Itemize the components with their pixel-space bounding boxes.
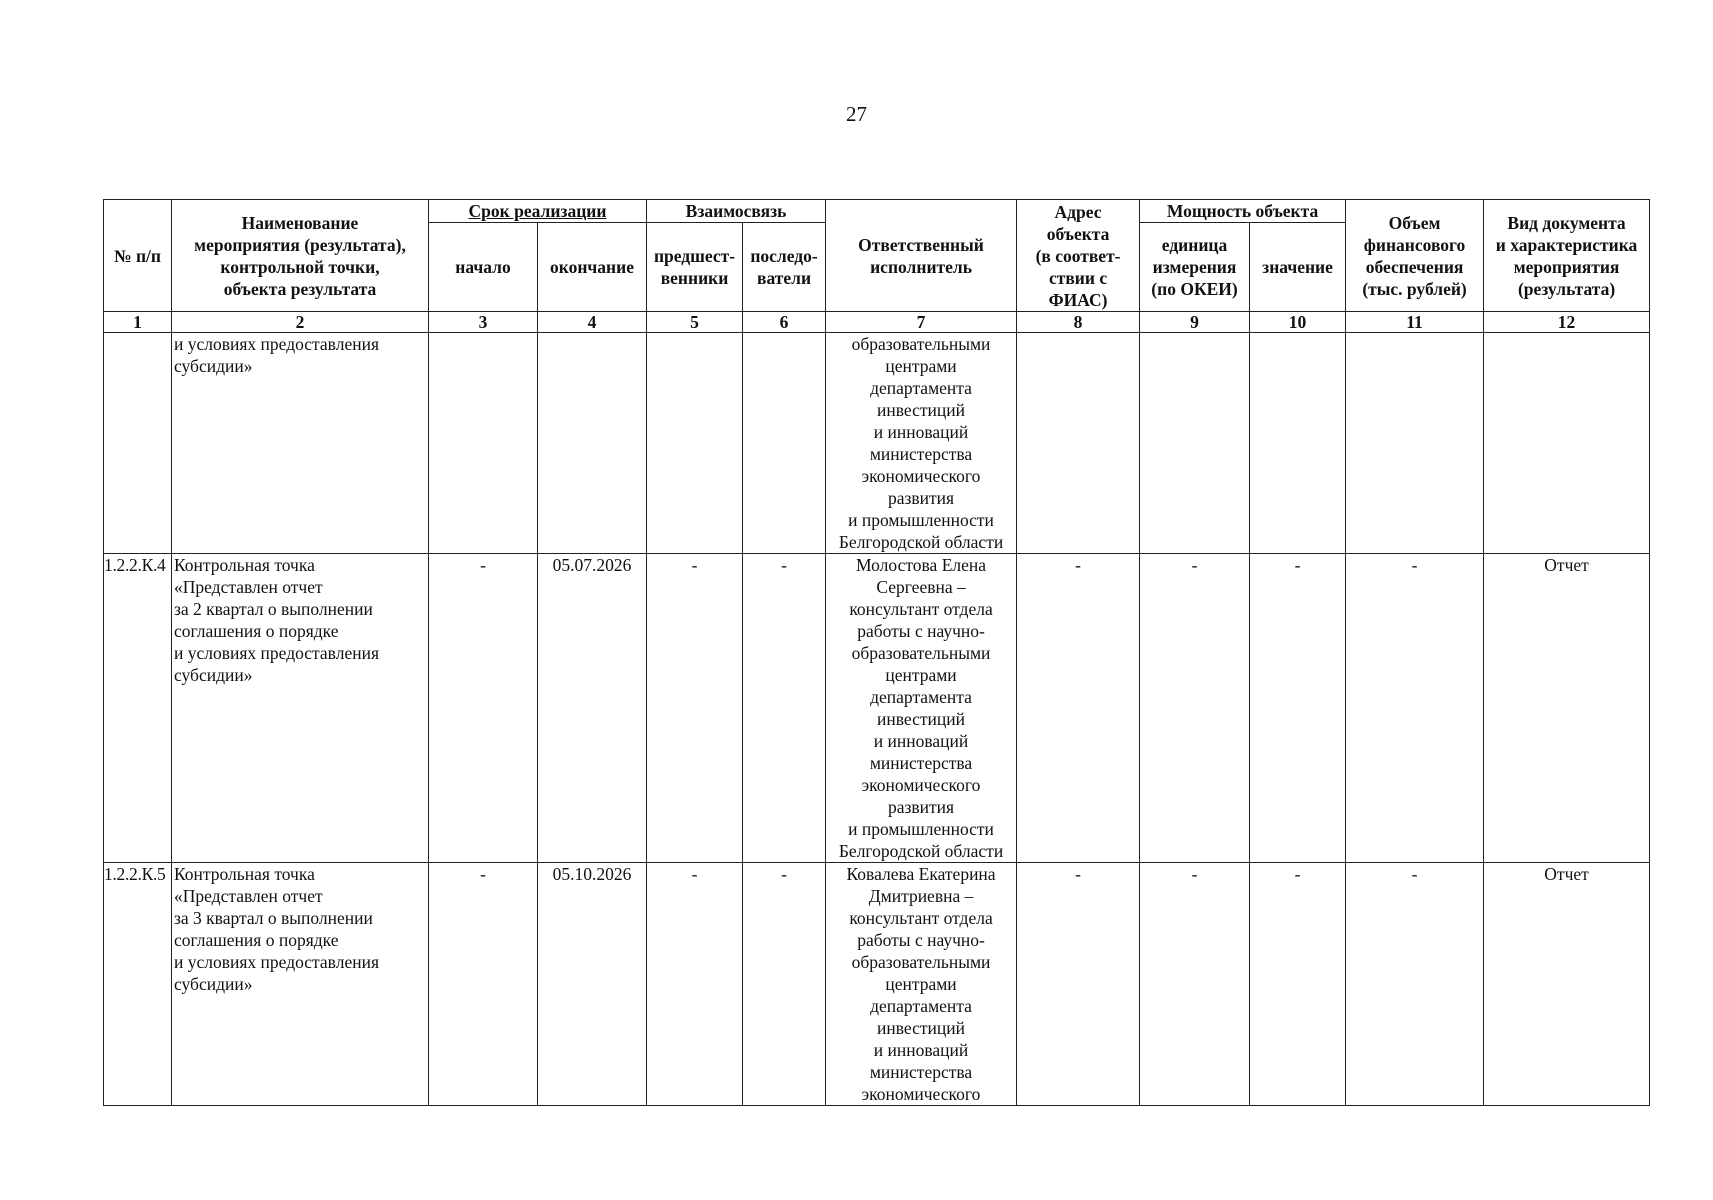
column-number: 6 bbox=[743, 312, 826, 333]
table-row bbox=[104, 554, 1650, 863]
header-period bbox=[429, 200, 647, 223]
row-next bbox=[743, 333, 826, 554]
column-number: 1 bbox=[104, 312, 172, 333]
page-number: 27 bbox=[846, 102, 867, 126]
header-period-end: окончание bbox=[538, 223, 647, 312]
row-responsible: Молостова Елена Сергеевна – консультант отдела работы с научно- образовательными центрами департамента инвестиций и инноваций министерства экономического развития и промышленности Белгородской области bbox=[826, 554, 1017, 863]
column-number: 10 bbox=[1250, 312, 1346, 333]
header-name: Наименование мероприятия (результата), контрольной точки, объекта результата bbox=[172, 200, 429, 312]
row-end: 05.07.2026 bbox=[538, 554, 647, 863]
row-name: и условиях предоставления субсидии» bbox=[172, 333, 429, 554]
column-number: 11 bbox=[1346, 312, 1484, 333]
row-next: - bbox=[743, 554, 826, 863]
row-end bbox=[538, 333, 647, 554]
column-number: 2 bbox=[172, 312, 429, 333]
header-capacity-unit: единица измерения (по ОКЕИ) bbox=[1140, 223, 1250, 312]
header-relation-next: последо- ватели bbox=[743, 223, 826, 312]
row-address bbox=[1017, 333, 1140, 554]
table-row bbox=[104, 863, 1650, 1106]
row-start bbox=[429, 333, 538, 554]
row-responsible: образовательными центрами департамента инвестиций и инноваций министерства экономического развития и промышленности Белгородской области bbox=[826, 333, 1017, 554]
row-prev: - bbox=[647, 554, 743, 863]
column-number: 4 bbox=[538, 312, 647, 333]
row-prev: - bbox=[647, 863, 743, 1106]
row-name: Контрольная точка «Представлен отчет за 2 квартал о выполнении соглашения о порядке и условиях предоставления субсидии» bbox=[172, 554, 429, 863]
row-name: Контрольная точка «Представлен отчет за 3 квартал о выполнении соглашения о порядке и условиях предоставления субсидии» bbox=[172, 863, 429, 1106]
row-finance bbox=[1346, 333, 1484, 554]
header-period-start: начало bbox=[429, 223, 538, 312]
table-row bbox=[104, 333, 1650, 554]
row-next: - bbox=[743, 863, 826, 1106]
header-relation-label: Взаимосвязь bbox=[685, 201, 787, 221]
row-unit bbox=[1140, 333, 1250, 554]
row-value bbox=[1250, 333, 1346, 554]
row-address: - bbox=[1017, 863, 1140, 1106]
row-end: 05.10.2026 bbox=[538, 863, 647, 1106]
row-prev bbox=[647, 333, 743, 554]
column-number: 5 bbox=[647, 312, 743, 333]
row-value: - bbox=[1250, 554, 1346, 863]
row-finance: - bbox=[1346, 554, 1484, 863]
row-doc: Отчет bbox=[1484, 554, 1650, 863]
header-doc: Вид документа и характеристика мероприятия (результата) bbox=[1484, 200, 1650, 312]
header-num: № п/п bbox=[104, 200, 172, 312]
row-address: - bbox=[1017, 554, 1140, 863]
row-start: - bbox=[429, 863, 538, 1106]
header-relation-prev: предшест- венники bbox=[647, 223, 743, 312]
header-capacity-value: значение bbox=[1250, 223, 1346, 312]
header-period-label: Срок реализации bbox=[468, 201, 607, 221]
row-finance: - bbox=[1346, 863, 1484, 1106]
row-value: - bbox=[1250, 863, 1346, 1106]
header-finance: Объем финансового обеспечения (тыс. рублей) bbox=[1346, 200, 1484, 312]
column-number: 8 bbox=[1017, 312, 1140, 333]
column-number: 7 bbox=[826, 312, 1017, 333]
row-unit: - bbox=[1140, 554, 1250, 863]
row-unit: - bbox=[1140, 863, 1250, 1106]
row-start: - bbox=[429, 554, 538, 863]
row-responsible: Ковалева Екатерина Дмитриевна – консультант отдела работы с научно- образовательными центрами департамента инвестиций и инноваций министерства экономического bbox=[826, 863, 1017, 1106]
header-address: Адрес объекта (в соответ- ствии с ФИАС) bbox=[1017, 200, 1140, 312]
column-number: 9 bbox=[1140, 312, 1250, 333]
row-num: 1.2.2.К.5 bbox=[104, 863, 172, 1106]
header-relation bbox=[647, 200, 826, 223]
column-number: 12 bbox=[1484, 312, 1650, 333]
header-capacity-label: Мощность объекта bbox=[1166, 201, 1319, 221]
row-num: 1.2.2.К.4 bbox=[104, 554, 172, 863]
column-number: 3 bbox=[429, 312, 538, 333]
row-doc bbox=[1484, 333, 1650, 554]
header-capacity bbox=[1140, 200, 1346, 223]
activities-table bbox=[103, 199, 1650, 1106]
row-num bbox=[104, 333, 172, 554]
row-doc: Отчет bbox=[1484, 863, 1650, 1106]
header-responsible: Ответственный исполнитель bbox=[826, 200, 1017, 312]
